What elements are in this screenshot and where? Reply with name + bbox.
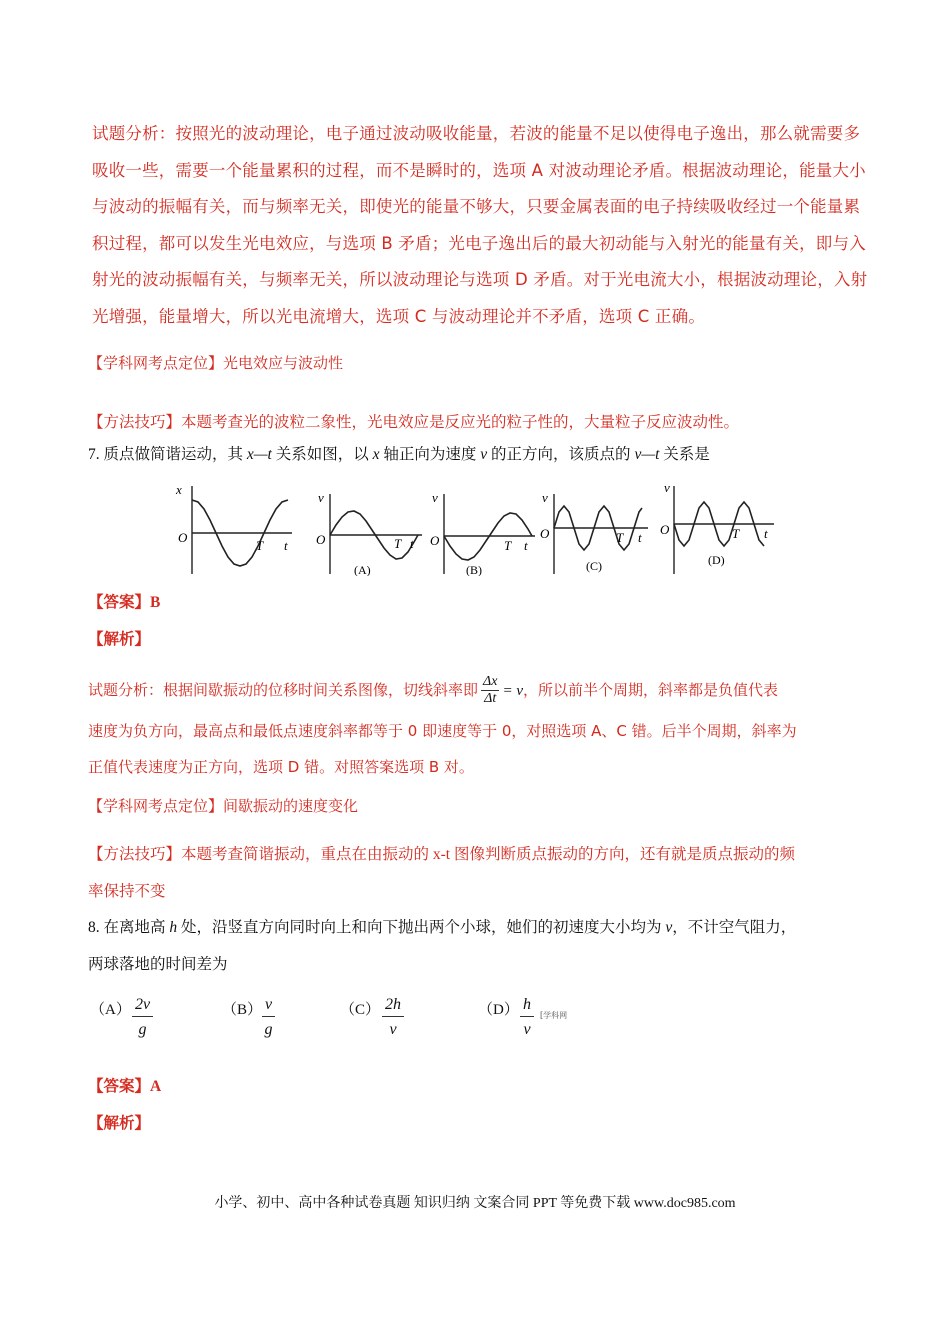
graphB-axis: t	[524, 538, 528, 553]
graphA-origin: O	[316, 532, 326, 547]
q8-option-a-label: （A）	[90, 1002, 131, 1018]
graphA-caption: (A)	[354, 563, 371, 576]
graphC-axis: t	[638, 530, 642, 545]
q8-option-b-label: （B）	[222, 1002, 263, 1018]
q8-option-c-fraction: $\frac{2h}{v}$	[382, 996, 404, 1039]
q7-analysis-line2: 速度为负方向，最高点和最低点速度斜率都等于 0 即速度等于 0，对照选项 A、C 错。后半个周期，斜率为	[88, 722, 797, 740]
q8-option-d-fraction: $\frac{h}{v}$	[520, 996, 534, 1039]
q7-graphs	[170, 478, 785, 576]
q8-option-d-label: （D）	[478, 1002, 519, 1018]
q8-stem-line1: 8. 在离地高 h 处，沿竖直方向同时向上和向下抛出两个小球，她们的初速度大小均为 v，不计空气阻力，	[88, 919, 797, 936]
graphC-period: T	[616, 530, 624, 545]
q8-option-c-label: （C）	[340, 1002, 381, 1018]
graphC-y-label: v	[542, 490, 548, 505]
graph0-period: T	[256, 538, 264, 553]
q6-analysis-text: 试题分析：按照光的波动理论，电子通过波动吸收能量，若波的能量不足以使得电子逸出，那么就需要多吸收一些，需要一个能量累积的过程，而不是瞬时的，选项 A 对波动理论矛盾。根据波动理论，能量大小与波动的振幅有关，而与频率无关，即使光的能量不够大，只要金属表面的电子持续吸收经过一个能量累积过程，都可以发生光电效应，与选项 B 矛盾；光电子逸出后的最大初动能与入射光的能量有关，即与入射光的波动振幅有关，与频率无关，所以波动理论与选项 D 矛盾。对于光电流大小，根据波动理论，入射光增强，能量增大，所以光电流增大，选项 C 与波动理论并不矛盾，选项 C 正确。	[92, 124, 868, 326]
q7-analysis-line1: 试题分析：根据间歇振动的位移时间关系图像，切线斜率即 $\frac{\Delta x}{\Delta t}$ = v，所以前半个周期，斜率都是负值代表	[88, 674, 778, 706]
q6-method: 【方法技巧】本题考查光的波粒二象性，光电效应是反应光的粒子性的，大量粒子反应波动性。	[88, 414, 740, 431]
graphA-axis: t	[410, 536, 414, 551]
q7-answer: 【答案】B	[88, 594, 161, 611]
graphB-origin: O	[430, 533, 440, 548]
graphA-y-label: v	[318, 490, 324, 505]
q8-answer: 【答案】A	[88, 1078, 162, 1095]
graphB-y-label: v	[432, 490, 438, 505]
q7-stem: 7. 质点做简谐运动，其 x—t 关系如图，以 x 轴正向为速度 v 的正方向，该质点的 v—t 关系是	[88, 446, 710, 463]
q8-stem-line2: 两球落地的时间差为	[88, 956, 228, 973]
slope-fraction: $\frac{\Delta x}{\Delta t}$	[483, 674, 498, 706]
page-footer: 小学、初中、高中各种试卷真题 知识归纳 文案合同 PPT 等免费下载 www.doc985.com	[214, 1196, 736, 1211]
q7-method-line1: 【方法技巧】本题考查简谐振动，重点在由振动的 x-t 图像判断质点振动的方向，还有就是质点振动的频	[88, 846, 795, 863]
graph0-origin: O	[178, 530, 188, 545]
q8-option-a-fraction: $\frac{2v}{g}$	[132, 996, 153, 1039]
graphD-origin: O	[660, 522, 670, 537]
q7-jiexi: 【解析】	[88, 631, 151, 648]
graphD-period: T	[732, 526, 740, 541]
q8-jiexi: 【解析】	[88, 1115, 151, 1132]
graphC-caption: (C)	[586, 559, 602, 573]
graphD-axis: t	[764, 526, 768, 541]
q8-option-d-note: [学科网	[540, 1011, 568, 1020]
q8-option-b-fraction: $\frac{v}{g}$	[262, 996, 275, 1039]
graph0-axis: t	[284, 538, 288, 553]
graphC-origin: O	[540, 526, 550, 541]
graph-d	[660, 480, 774, 574]
graphA-period: T	[394, 536, 402, 551]
q7-location: 【学科网考点定位】间歇振动的速度变化	[88, 797, 359, 815]
graph-xt	[175, 482, 292, 574]
q7-method-line2: 率保持不变	[88, 883, 166, 900]
graph0-y-label: x	[176, 482, 182, 497]
graphD-caption: (D)	[708, 553, 725, 567]
q6-location: 【学科网考点定位】光电效应与波动性	[88, 354, 344, 372]
q7-analysis-line3: 正值代表速度为正方向，选项 D 错。对照答案选项 B 对。	[88, 758, 474, 776]
graphB-caption: (B)	[466, 563, 482, 576]
graphB-period: T	[504, 538, 512, 553]
graphD-y-label: v	[664, 480, 670, 495]
graph-c	[540, 490, 648, 574]
graph-a	[316, 490, 422, 576]
graph-b	[430, 490, 535, 576]
